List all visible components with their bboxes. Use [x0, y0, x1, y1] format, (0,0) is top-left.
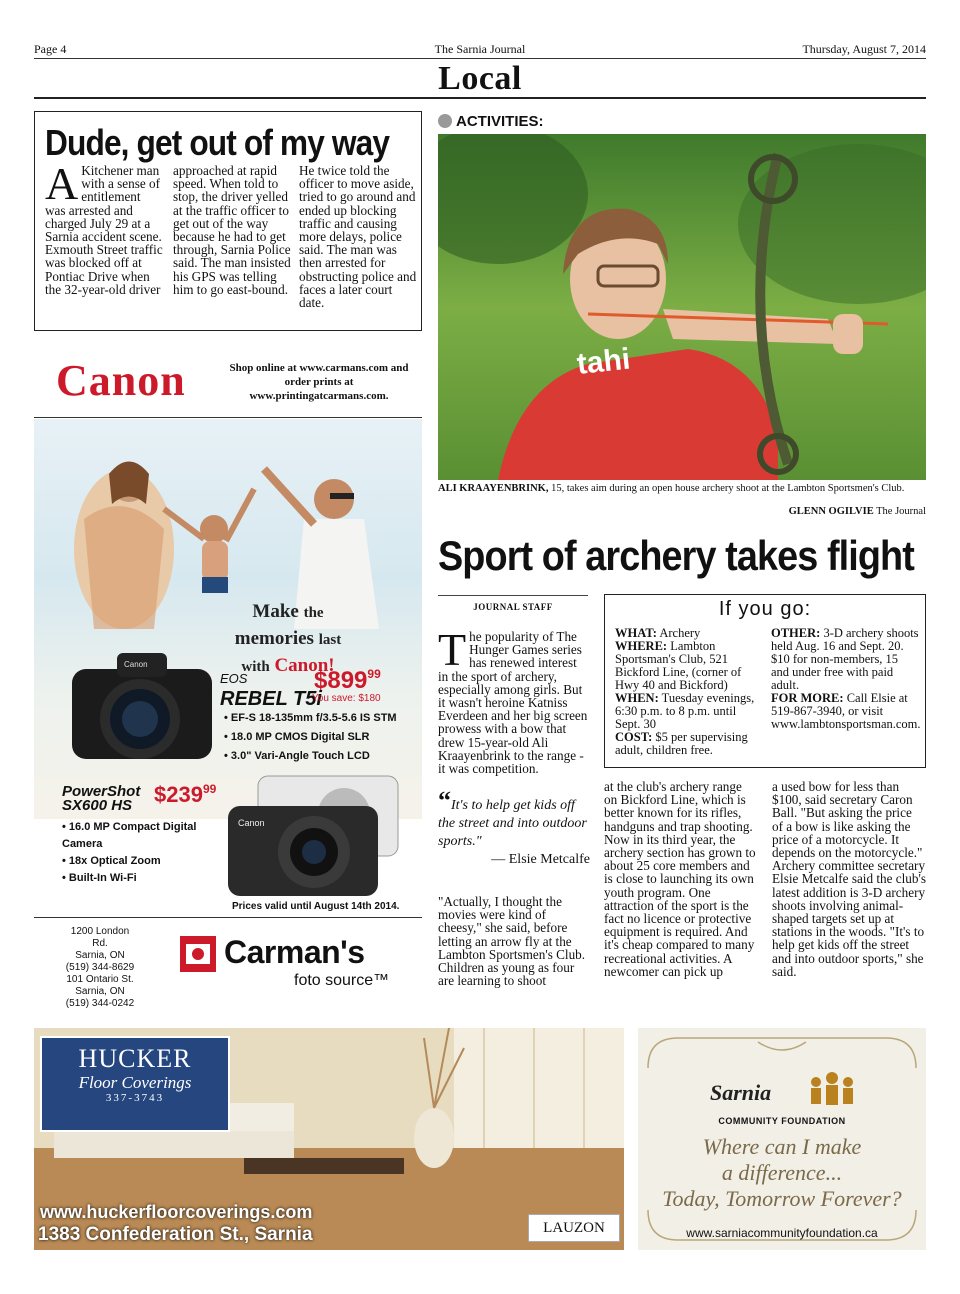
caption-text: 15, takes aim during an open house archery shoot at the Lambton Sportsmen's Club.	[548, 483, 905, 494]
hucker-logo-badge	[40, 1036, 230, 1132]
powershot-spec: • Built-In Wi-Fi	[62, 870, 222, 887]
bullet-dot-icon	[438, 114, 452, 128]
hucker-subtitle: Floor Coverings	[78, 1073, 192, 1092]
canon-bottom-rule	[34, 917, 422, 918]
photo-caption	[438, 483, 926, 494]
eos-line-1: EOS	[220, 671, 248, 686]
archery-column-1b: "Actually, I thought the movies were kind of cheesy," she said, before letting an arrow fly at the Lambton Sportsmen's Club. Children as young as four are learning to shoot	[438, 894, 586, 989]
canon-advertisement[interactable]	[34, 345, 422, 920]
brief-column-3: He twice told the officer to move aside, tried to go around and ended up blocking traffic and causing more delays, police said. The man was then arrested for obstructing police and faces a later court date.	[299, 163, 417, 311]
lauzon-logo: LAUZON	[528, 1214, 620, 1242]
hucker-name: HUCKER	[78, 1044, 192, 1073]
publication-name: The Sarnia Journal	[434, 42, 526, 56]
eos-price	[314, 667, 381, 695]
powershot-price-cents: 99	[202, 782, 217, 796]
powershot-model-name	[62, 785, 140, 813]
powershot-spec: • 18x Optical Zoom	[62, 853, 222, 870]
eos-spec: • 18.0 MP CMOS Digital SLR	[224, 728, 397, 747]
eos-spec-list	[224, 709, 397, 766]
carmans-subtitle: foto source™	[294, 972, 390, 989]
compact-brand-text: Canon	[238, 818, 265, 828]
prices-valid-note: Prices valid until August 14th 2014.	[232, 901, 400, 912]
carmans-name: Carman's	[224, 934, 365, 970]
archery-column-1	[438, 624, 590, 777]
when-label: WHEN:	[615, 691, 659, 705]
address-line: Sarnia, ON	[75, 986, 125, 997]
where-value: Lambton Sportsman's Club, 521 Bickford Line, (corner of Hwy 40 and Bickford)	[615, 639, 742, 692]
eos-model-name	[220, 669, 322, 709]
canon-beach-photo	[34, 419, 422, 819]
brief-column-2: approached at rapid speed. When told to stop, the driver yelled at the traffic officer to get out of the way because he had to get through, Sarnia Police said. The man insisted his GPS was telling him to go east-bound.	[173, 163, 291, 297]
archery-photo	[438, 134, 926, 480]
what-label: WHAT:	[615, 626, 657, 640]
brief-headline: Dude, get out of my way	[45, 122, 390, 163]
powershot-price-dollars: $239	[154, 782, 203, 807]
what-value: Archery	[656, 626, 701, 640]
powershot-line-2: SX600 HS	[62, 797, 133, 814]
people-family-icon	[811, 1072, 853, 1105]
address-line: Sarnia, ON	[75, 950, 125, 961]
scf-website[interactable]: www.sarniacommunityfoundation.ca	[686, 1226, 878, 1240]
tagline-word: the	[303, 605, 324, 621]
other-label: OTHER:	[771, 626, 821, 640]
powershot-spec-list	[62, 819, 222, 887]
dslr-brand-text: Canon	[124, 660, 148, 669]
compact-camera-image	[224, 770, 404, 900]
canon-logo: Canon	[56, 356, 186, 405]
eos-spec: • 3.0" Vari-Angle Touch LCD	[224, 747, 397, 766]
carmans-camera-icon	[180, 936, 216, 972]
tagline-word: Make	[252, 601, 299, 622]
activities-label-text: ACTIVITIES:	[456, 113, 544, 130]
address-line: 101 Ontario St.	[66, 974, 134, 985]
tagline-word: with	[241, 659, 270, 675]
scf-tagline	[638, 1134, 926, 1212]
hucker-address: 1383 Confederation St., Sarnia	[38, 1224, 313, 1245]
hucker-advertisement[interactable]	[34, 1028, 624, 1250]
hucker-website[interactable]: www.huckerfloorcoverings.com	[40, 1202, 313, 1222]
sarnia-foundation-advertisement[interactable]	[638, 1028, 926, 1250]
canon-shop-online-text: Shop online at www.carmans.com and order prints at www.printingatcarmans.com.	[229, 362, 409, 402]
scf-subtitle: COMMUNITY FOUNDATION	[718, 1116, 846, 1126]
address-line: 1200 London Rd.	[70, 926, 130, 949]
cost-label: COST:	[615, 730, 653, 744]
eos-price-dollars: $899	[314, 667, 368, 694]
archery-column-2: at the club's archery range on Bickford Line, which is better known for its rifles, handguns and trap shooting. Now in its third year, the archery section has grown to about 25 core members and is close to launching its own youth program. One attraction of the sport is the fact no licence or protective equipment is required. And it's cheap compared to many recreational activities. A newcomer can pick up	[604, 779, 756, 979]
tagline-word: memories	[234, 628, 314, 649]
if-you-go-box	[604, 594, 926, 768]
dslr-camera-image	[62, 649, 222, 767]
if-you-go-column-2	[771, 627, 919, 731]
more-label: FOR MORE:	[771, 691, 844, 705]
eos-price-cents: 99	[367, 667, 381, 681]
more-value: Call Elsie at 519-867-3940, or visit www.lambtonsportsman.com.	[771, 691, 921, 731]
canon-separator	[34, 417, 422, 418]
powershot-line-1: PowerShot	[62, 783, 141, 800]
where-label: WHERE:	[615, 639, 668, 653]
pull-quote	[438, 786, 590, 869]
if-you-go-title: If you go:	[718, 598, 812, 620]
pull-quote-attribution: — Elsie Metcalfe	[491, 852, 590, 867]
tagline-word: Canon!	[274, 655, 335, 676]
archery-dropcap: T	[438, 624, 467, 675]
quote-mark-icon: “	[438, 786, 451, 815]
cost-value: $5 per supervising adult, children free.	[615, 730, 748, 757]
scf-tag-line: Where can I make	[702, 1134, 862, 1159]
archery-column-3: a used bow for less than $100, said secretary Caron Ball. "But asking the price of a bow is like asking the price of a motorcycle. It depends on the motorcycle." Archery committee secretary Elsie Metcalfe said the club's latest addition is 3-D archery shoots involving animal-shaped targets set up at stations in the woods. "It's to help get kids off the street and into outdoor sports," she said.	[772, 779, 926, 979]
address-line: (519) 344-0242	[65, 998, 135, 1009]
shirt-logo-text: tahi	[575, 342, 632, 381]
scf-tag-line: a difference...	[721, 1160, 843, 1185]
hucker-phone: 337-3743	[105, 1092, 165, 1104]
eos-spec: • EF-S 18-135mm f/3.5-5.6 IS STM	[224, 709, 397, 728]
caption-name: ALI KRAAYENBRINK,	[438, 483, 549, 494]
pull-quote-text: It's to help get kids off the street and into outdoor sports."	[438, 798, 587, 849]
if-you-go-column-1	[615, 627, 763, 757]
credit-org: The Journal	[873, 506, 926, 517]
issue-date: Thursday, August 7, 2014	[802, 42, 926, 56]
powershot-price	[154, 782, 216, 808]
store-addresses	[62, 926, 138, 1010]
section-title: Local	[438, 60, 522, 97]
eos-line-2: REBEL T5i	[220, 688, 322, 710]
scf-tag-line: Today, Tomorrow Forever?	[662, 1186, 902, 1211]
credit-name: GLENN OGILVIE	[788, 506, 874, 517]
photo-credit	[789, 506, 926, 517]
scf-name: Sarnia	[710, 1080, 772, 1105]
powershot-spec: • 16.0 MP Compact Digital Camera	[62, 819, 222, 853]
address-line: (519) 344-8629	[65, 962, 135, 973]
tagline-word: last	[318, 632, 342, 648]
brief-column-1	[45, 158, 163, 297]
eos-savings: You save: $180	[312, 693, 381, 704]
brief-dropcap: A	[45, 158, 79, 209]
carmans-logo	[180, 934, 400, 994]
activities-label	[438, 113, 544, 130]
byline: JOURNAL STAFF	[438, 595, 588, 612]
section-rule	[34, 97, 926, 99]
header-rule	[34, 58, 926, 59]
page-number: Page 4	[34, 42, 67, 56]
other-value: 3-D archery shoots held Aug. 16 and Sept. 20. $10 for non-members, 15 and under free with paid adult.	[771, 626, 919, 692]
brief-col1-text: Kitchener man with a sense of entitlement was arrested and charged July 29 at a Sarnia accident scene. Exmouth Street traffic was blocked off at Pontiac Drive when the 32-year-old driver	[45, 163, 163, 297]
archery-headline: Sport of archery takes flight	[438, 532, 914, 579]
brief-story-box	[34, 111, 422, 331]
archery-col1-text: he popularity of The Hunger Games series has renewed interest in the sport of archery, especially among girls. But it wasn't heroine Katniss Everdeen and her big screen prowess with a bow that drew 15-year-old Ali Kraayenbrink to the range - it was competition.	[438, 629, 588, 777]
when-value: Tuesday evenings, 6:30 p.m. to 8 p.m. until Sept. 30	[615, 691, 755, 731]
